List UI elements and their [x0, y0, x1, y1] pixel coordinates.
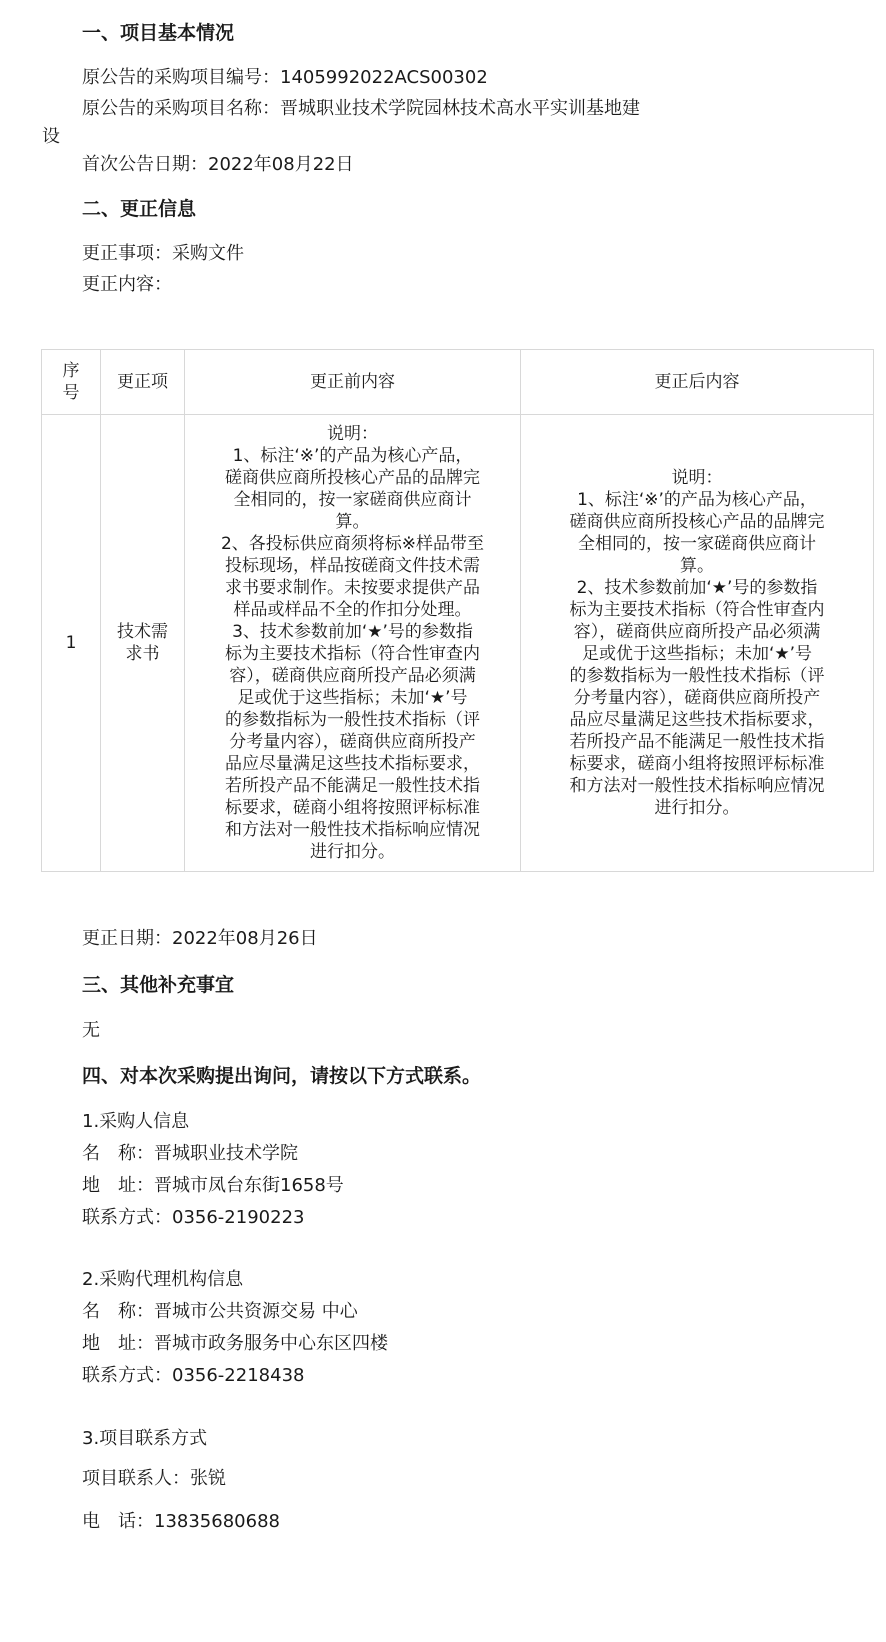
row-item — [101, 415, 185, 872]
project-contact-title: 3.项目联系方式 — [82, 1428, 208, 1449]
row-after-line: 进行扣分。 — [654, 798, 740, 818]
header-no — [42, 350, 101, 415]
correction-content-label: 更正内容： — [82, 274, 172, 295]
header-item: 更正项 — [101, 350, 185, 415]
row-after-line: 和方法对一般性技术指标响应情况 — [569, 776, 825, 796]
row-before-line: 1、标注‘※’的产品为核心产品， — [232, 446, 473, 466]
agency-name: 名 称：晋城市公共资源交易 中心 — [82, 1301, 358, 1322]
row-after-line: 全相同的，按一家磋商供应商计 — [578, 534, 816, 554]
row-before-line: 投标现场，样品按磋商文件技术需 — [225, 556, 480, 576]
row-before-line: 磋商供应商所投核心产品的品牌完 — [225, 468, 480, 488]
row-after-line: 说明： — [671, 468, 723, 488]
row-after-line: 若所投产品不能满足一般性技术指 — [569, 732, 825, 752]
row-before-line: 标为主要技术指标（符合性审查内 — [225, 644, 480, 664]
header-no-line: 号 — [62, 383, 80, 403]
row-after-line: 分考量内容），磋商供应商所投产 — [573, 688, 821, 708]
section4-heading: 四、对本次采购提出询问，请按以下方式联系。 — [82, 1065, 482, 1087]
row-after-line: 的参数指标为一般性技术指标（评 — [569, 666, 825, 686]
row-before-line: 算。 — [335, 512, 370, 532]
section3-heading: 三、其他补充事宜 — [82, 974, 235, 996]
row-before-line: 和方法对一般性技术指标响应情况 — [225, 820, 480, 840]
first-announcement-date: 首次公告日期：2022年08月22日 — [82, 154, 354, 175]
row-after-line: 标为主要技术指标（符合性审查内 — [569, 600, 825, 620]
project-number: 原公告的采购项目编号：1405992022ACS00302 — [82, 67, 488, 88]
project-name: 原公告的采购项目名称：晋城职业技术学院园林技术高水平实训基地建 — [82, 98, 640, 119]
row-after-content — [521, 415, 874, 872]
section2-heading: 二、更正信息 — [82, 198, 197, 220]
row-before-line: 全相同的，按一家磋商供应商计 — [233, 490, 472, 510]
project-contact-person: 项目联系人：张锐 — [82, 1468, 226, 1489]
purchaser-contact: 联系方式：0356-2190223 — [82, 1207, 305, 1228]
agency-contact: 联系方式：0356-2218438 — [82, 1365, 305, 1386]
row-before-line: 标要求，磋商小组将按照评标标准 — [225, 798, 480, 818]
purchaser-address: 地 址：晋城市凤台东街1658号 — [82, 1175, 344, 1196]
row-after-line: 1、标注‘※’的产品为核心产品， — [577, 490, 817, 510]
row-before-line: 分考量内容），磋商供应商所投产 — [229, 732, 476, 752]
row-after-line: 2、技术参数前加‘★’号的参数指 — [576, 578, 818, 598]
row-before-line: 样品或样品不全的作扣分处理。 — [233, 600, 472, 620]
correction-date: 更正日期：2022年08月26日 — [82, 928, 318, 949]
row-no: 1 — [42, 415, 101, 872]
header-after: 更正后内容 — [521, 350, 874, 415]
section1-heading: 一、项目基本情况 — [82, 22, 235, 44]
row-item-line: 求书 — [125, 644, 160, 664]
row-before-line: 求书要求制作。未按要求提供产品 — [225, 578, 480, 598]
project-contact-phone: 电 话：13835680688 — [82, 1511, 280, 1532]
row-after-line: 品应尽量满足这些技术指标要求， — [569, 710, 825, 730]
correction-item: 更正事项：采购文件 — [82, 243, 244, 264]
row-before-line: 说明： — [327, 424, 378, 444]
row-before-line: 若所投产品不能满足一般性技术指 — [225, 776, 480, 796]
row-after-line: 足或优于这些指标；未加‘★’号 — [581, 644, 813, 664]
row-before-line: 品应尽量满足这些技术指标要求， — [225, 754, 480, 774]
purchaser-name: 名 称：晋城职业技术学院 — [82, 1143, 298, 1164]
table-header-row — [42, 350, 874, 415]
row-before-line: 足或优于这些指标；未加‘★’号 — [237, 688, 468, 708]
table-row — [42, 415, 874, 872]
header-no-line: 序 — [62, 361, 80, 381]
row-after-line: 容），磋商供应商所投产品必须满 — [573, 622, 821, 642]
purchaser-title: 1.采购人信息 — [82, 1111, 190, 1132]
row-after-line: 标要求，磋商小组将按照评标标准 — [569, 754, 825, 774]
agency-address: 地 址：晋城市政务服务中心东区四楼 — [82, 1333, 388, 1354]
row-before-line: 2、各投标供应商须将标※样品带至 — [220, 534, 485, 554]
row-before-line: 进行扣分。 — [310, 842, 395, 862]
section3-text: 无 — [82, 1020, 100, 1041]
header-before: 更正前内容 — [185, 350, 521, 415]
row-after-line: 算。 — [680, 556, 714, 576]
row-item-line: 技术需 — [117, 622, 168, 642]
row-before-content — [185, 415, 521, 872]
correction-table — [41, 349, 874, 872]
row-before-line: 的参数指标为一般性技术指标（评 — [225, 710, 480, 730]
agency-title: 2.采购代理机构信息 — [82, 1269, 244, 1290]
row-before-line: 3、技术参数前加‘★’号的参数指 — [232, 622, 473, 642]
row-after-line: 磋商供应商所投核心产品的品牌完 — [569, 512, 825, 532]
row-before-line: 容），磋商供应商所投产品必须满 — [229, 666, 476, 686]
project-name-wrap: 设 — [42, 126, 60, 147]
